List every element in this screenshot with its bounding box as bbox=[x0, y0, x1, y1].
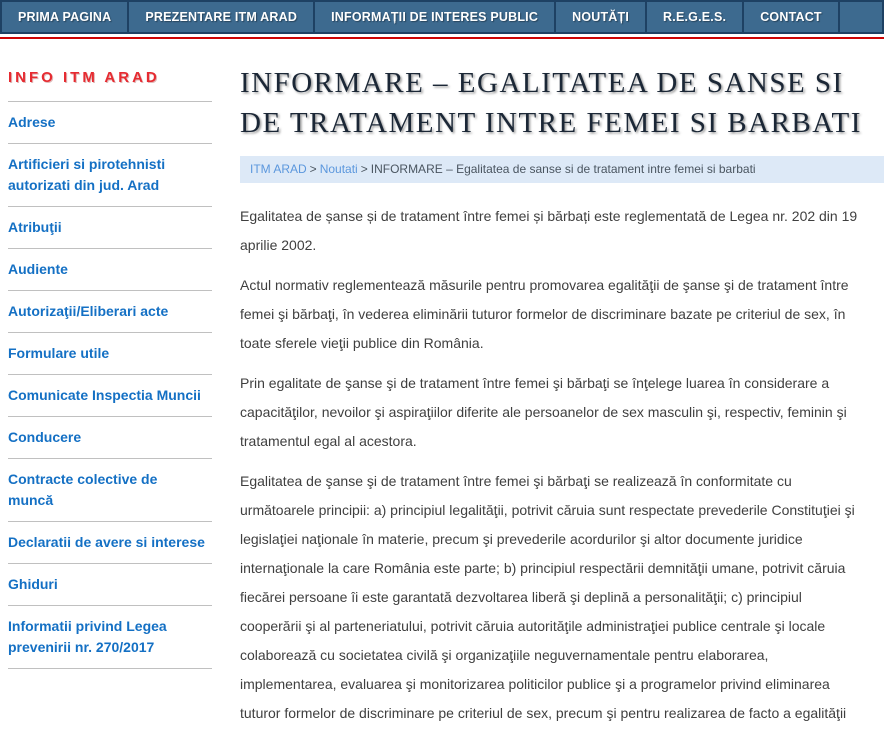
sidebar-item bbox=[8, 291, 212, 333]
sidebar-item-autorizatii-eliberari-acte[interactable]: Autorizaţii/Eliberari acte bbox=[8, 303, 169, 319]
content-layout bbox=[0, 39, 884, 739]
sidebar-item bbox=[8, 606, 212, 669]
sidebar-item bbox=[8, 207, 212, 249]
sidebar-item-legea-prevenirii[interactable]: Informatii privind Legea prevenirii nr. 270/2017 bbox=[8, 618, 167, 655]
sidebar-item-declaratii-avere[interactable]: Declaratii de avere si interese bbox=[8, 534, 205, 550]
sidebar-item-comunicate-inspectia-muncii[interactable]: Comunicate Inspectia Muncii bbox=[8, 387, 201, 403]
nav-filler bbox=[840, 2, 882, 32]
sidebar-item bbox=[8, 333, 212, 375]
breadcrumb bbox=[240, 156, 884, 183]
sidebar-item bbox=[8, 459, 212, 522]
article-paragraph-1: Egalitatea de șanse și de tratament între femei și bărbați este reglementată de Legea nr. 202 din 19 aprilie 2002. bbox=[240, 208, 858, 253]
nav-item-prima-pagina[interactable]: PRIMA PAGINA bbox=[2, 2, 129, 32]
nav-item-prezentare-itm-arad[interactable]: PREZENTARE ITM ARAD bbox=[129, 2, 315, 32]
main-content bbox=[212, 39, 884, 739]
breadcrumb-home-link[interactable]: ITM ARAD bbox=[250, 162, 307, 176]
breadcrumb-separator: > bbox=[360, 162, 368, 176]
nav-item-informatii-de-interes-public[interactable]: INFORMAȚII DE INTERES PUBLIC bbox=[315, 2, 556, 32]
article-paragraph-4: Egalitatea de şanse şi de tratament între femei şi bărbaţi se realizează în conformitate cu următoarele principii: a) principiul legalităţii, potrivit căruia sunt respectate prevederile Constituţiei şi legislaţiei naţionale în materie, precum şi prevederile acordurilor şi altor documente juridice internaţionale la care România este parte; b) principiul respectării demnităţii umane, potrivit căruia fiecărei persoane îi este garantată dezvoltarea liberă şi deplină a personalităţii; c) principiul cooperării şi al parteneriatului, potrivit căruia autorităţile administraţiei publice centrale şi locale colaborează cu societatea civilă şi organizaţiile neguvernamentale pentru elaborarea, implementarea, evaluarea şi monitorizarea politicilor publice şi a programelor privind eliminarea tuturor formelor de discriminare pe criteriul de sex, precum şi pentru realizarea de facto a egalităţii bbox=[240, 473, 855, 721]
sidebar-item bbox=[8, 375, 212, 417]
breadcrumb-section-link[interactable]: Noutati bbox=[319, 162, 358, 176]
sidebar bbox=[0, 39, 212, 739]
nav-item-reges[interactable]: R.E.G.E.S. bbox=[647, 2, 744, 32]
article-paragraph-2: Actul normativ reglementează măsurile pentru promovarea egalităţii de şanse şi de tratament între femei şi bărbaţi, în vederea eliminării tuturor formelor de discriminare bazate pe criteriul de sex, în toate sferele vieţii publice din România. bbox=[240, 277, 849, 351]
sidebar-item bbox=[8, 144, 212, 207]
sidebar-item bbox=[8, 564, 212, 606]
main-nav bbox=[0, 0, 884, 34]
breadcrumb-current: INFORMARE – Egalitatea de sanse si de tratament intre femei si barbati bbox=[370, 162, 756, 176]
sidebar-item-formulare-utile[interactable]: Formulare utile bbox=[8, 345, 110, 361]
sidebar-item bbox=[8, 522, 212, 564]
sidebar-item-adrese[interactable]: Adrese bbox=[8, 114, 56, 130]
sidebar-item-artificieri[interactable]: Artificieri si pirotehnisti autorizati din jud. Arad bbox=[8, 156, 166, 193]
sidebar-item-audiente[interactable]: Audiente bbox=[8, 261, 68, 277]
page-title: INFORMARE – EGALITATEA DE SANSE SI DE TRATAMENT INTRE FEMEI SI BARBATI bbox=[240, 67, 862, 139]
sidebar-item bbox=[8, 417, 212, 459]
sidebar-item bbox=[8, 249, 212, 291]
sidebar-menu bbox=[8, 102, 212, 669]
nav-item-noutati[interactable]: NOUTĂȚI bbox=[556, 2, 647, 32]
sidebar-item-ghiduri[interactable]: Ghiduri bbox=[8, 576, 58, 592]
breadcrumb-separator: > bbox=[309, 162, 317, 176]
nav-item-contact[interactable]: CONTACT bbox=[744, 2, 840, 32]
article-paragraph-3: Prin egalitate de şanse şi de tratament între femei şi bărbaţi se înţelege luarea în considerare a capacităţilor, nevoilor şi aspiraţiilor diferite ale persoanelor de sex masculin şi, respectiv, feminin şi tratamentul egal al acestora. bbox=[240, 375, 847, 449]
sidebar-item-atributii[interactable]: Atribuţii bbox=[8, 219, 62, 235]
sidebar-item-contracte-colective[interactable]: Contracte colective de muncă bbox=[8, 471, 158, 508]
sidebar-item bbox=[8, 102, 212, 144]
sidebar-heading: INFO ITM ARAD bbox=[8, 69, 212, 102]
sidebar-item-conducere[interactable]: Conducere bbox=[8, 429, 82, 445]
